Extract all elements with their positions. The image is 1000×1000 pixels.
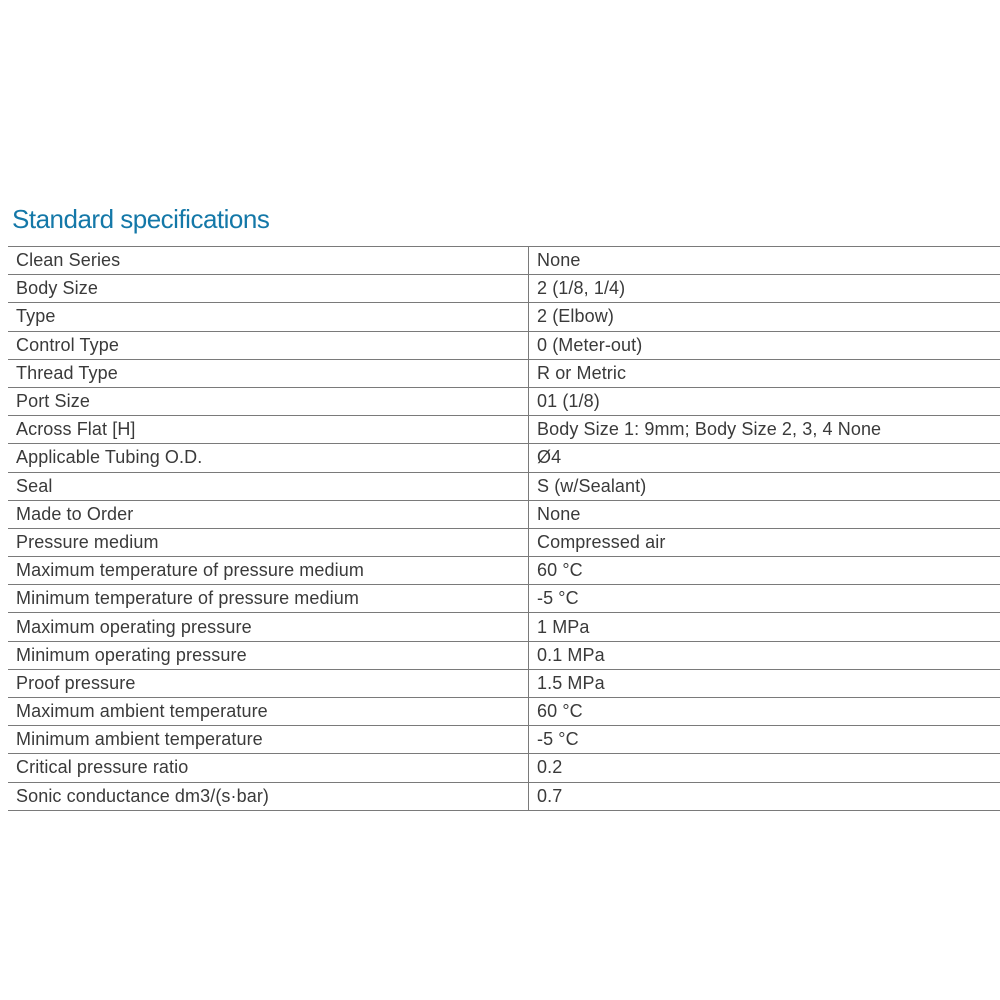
- param-value-cell: 2 (Elbow): [529, 303, 1000, 331]
- param-value-cell: -5 °C: [529, 726, 1000, 754]
- param-name-cell: Maximum temperature of pressure medium: [8, 557, 529, 585]
- spec-table: [8, 246, 1000, 811]
- param-name-cell: Thread Type: [8, 359, 529, 387]
- param-name-cell: Minimum temperature of pressure medium: [8, 585, 529, 613]
- param-value-cell: 2 (1/8, 1/4): [529, 275, 1000, 303]
- param-value-cell: Compressed air: [529, 528, 1000, 556]
- param-value-cell: 1.5 MPa: [529, 669, 1000, 697]
- param-value-cell: -5 °C: [529, 585, 1000, 613]
- spec-table-body: [8, 247, 1000, 811]
- param-name-cell: Seal: [8, 472, 529, 500]
- param-value-cell: Body Size 1: 9mm; Body Size 2, 3, 4 None: [529, 416, 1000, 444]
- param-name-cell: Applicable Tubing O.D.: [8, 444, 529, 472]
- table-row: [8, 782, 1000, 810]
- param-value-cell: 60 °C: [529, 557, 1000, 585]
- param-value-cell: 0.1 MPa: [529, 641, 1000, 669]
- param-value-cell: S (w/Sealant): [529, 472, 1000, 500]
- table-row: [8, 669, 1000, 697]
- param-value-cell: 60 °C: [529, 698, 1000, 726]
- table-row: [8, 416, 1000, 444]
- table-row: [8, 247, 1000, 275]
- table-row: [8, 500, 1000, 528]
- param-name-cell: Proof pressure: [8, 669, 529, 697]
- param-name-cell: Body Size: [8, 275, 529, 303]
- table-row: [8, 698, 1000, 726]
- param-name-cell: Type: [8, 303, 529, 331]
- param-value-cell: None: [529, 247, 1000, 275]
- table-row: [8, 387, 1000, 415]
- param-name-cell: Critical pressure ratio: [8, 754, 529, 782]
- table-row: [8, 754, 1000, 782]
- param-value-cell: 0 (Meter-out): [529, 331, 1000, 359]
- param-name-cell: Pressure medium: [8, 528, 529, 556]
- param-name-cell: Made to Order: [8, 500, 529, 528]
- param-name-cell: Minimum ambient temperature: [8, 726, 529, 754]
- param-name-cell: Across Flat [H]: [8, 416, 529, 444]
- table-row: [8, 444, 1000, 472]
- table-row: [8, 472, 1000, 500]
- param-name-cell: Control Type: [8, 331, 529, 359]
- param-value-cell: None: [529, 500, 1000, 528]
- table-row: [8, 613, 1000, 641]
- param-name-cell: Port Size: [8, 387, 529, 415]
- table-row: [8, 331, 1000, 359]
- table-row: [8, 557, 1000, 585]
- table-row: [8, 275, 1000, 303]
- page-title: Standard specifications: [12, 204, 270, 234]
- param-value-cell: 1 MPa: [529, 613, 1000, 641]
- param-value-cell: 0.2: [529, 754, 1000, 782]
- table-row: [8, 585, 1000, 613]
- table-row: [8, 726, 1000, 754]
- param-value-cell: 0.7: [529, 782, 1000, 810]
- param-name-cell: Sonic conductance dm3/(s·bar): [8, 782, 529, 810]
- param-name-cell: Maximum operating pressure: [8, 613, 529, 641]
- param-value-cell: R or Metric: [529, 359, 1000, 387]
- table-row: [8, 359, 1000, 387]
- param-name-cell: Minimum operating pressure: [8, 641, 529, 669]
- param-value-cell: 01 (1/8): [529, 387, 1000, 415]
- param-name-cell: Clean Series: [8, 247, 529, 275]
- table-row: [8, 303, 1000, 331]
- table-row: [8, 528, 1000, 556]
- table-row: [8, 641, 1000, 669]
- param-value-cell: Ø4: [529, 444, 1000, 472]
- param-name-cell: Maximum ambient temperature: [8, 698, 529, 726]
